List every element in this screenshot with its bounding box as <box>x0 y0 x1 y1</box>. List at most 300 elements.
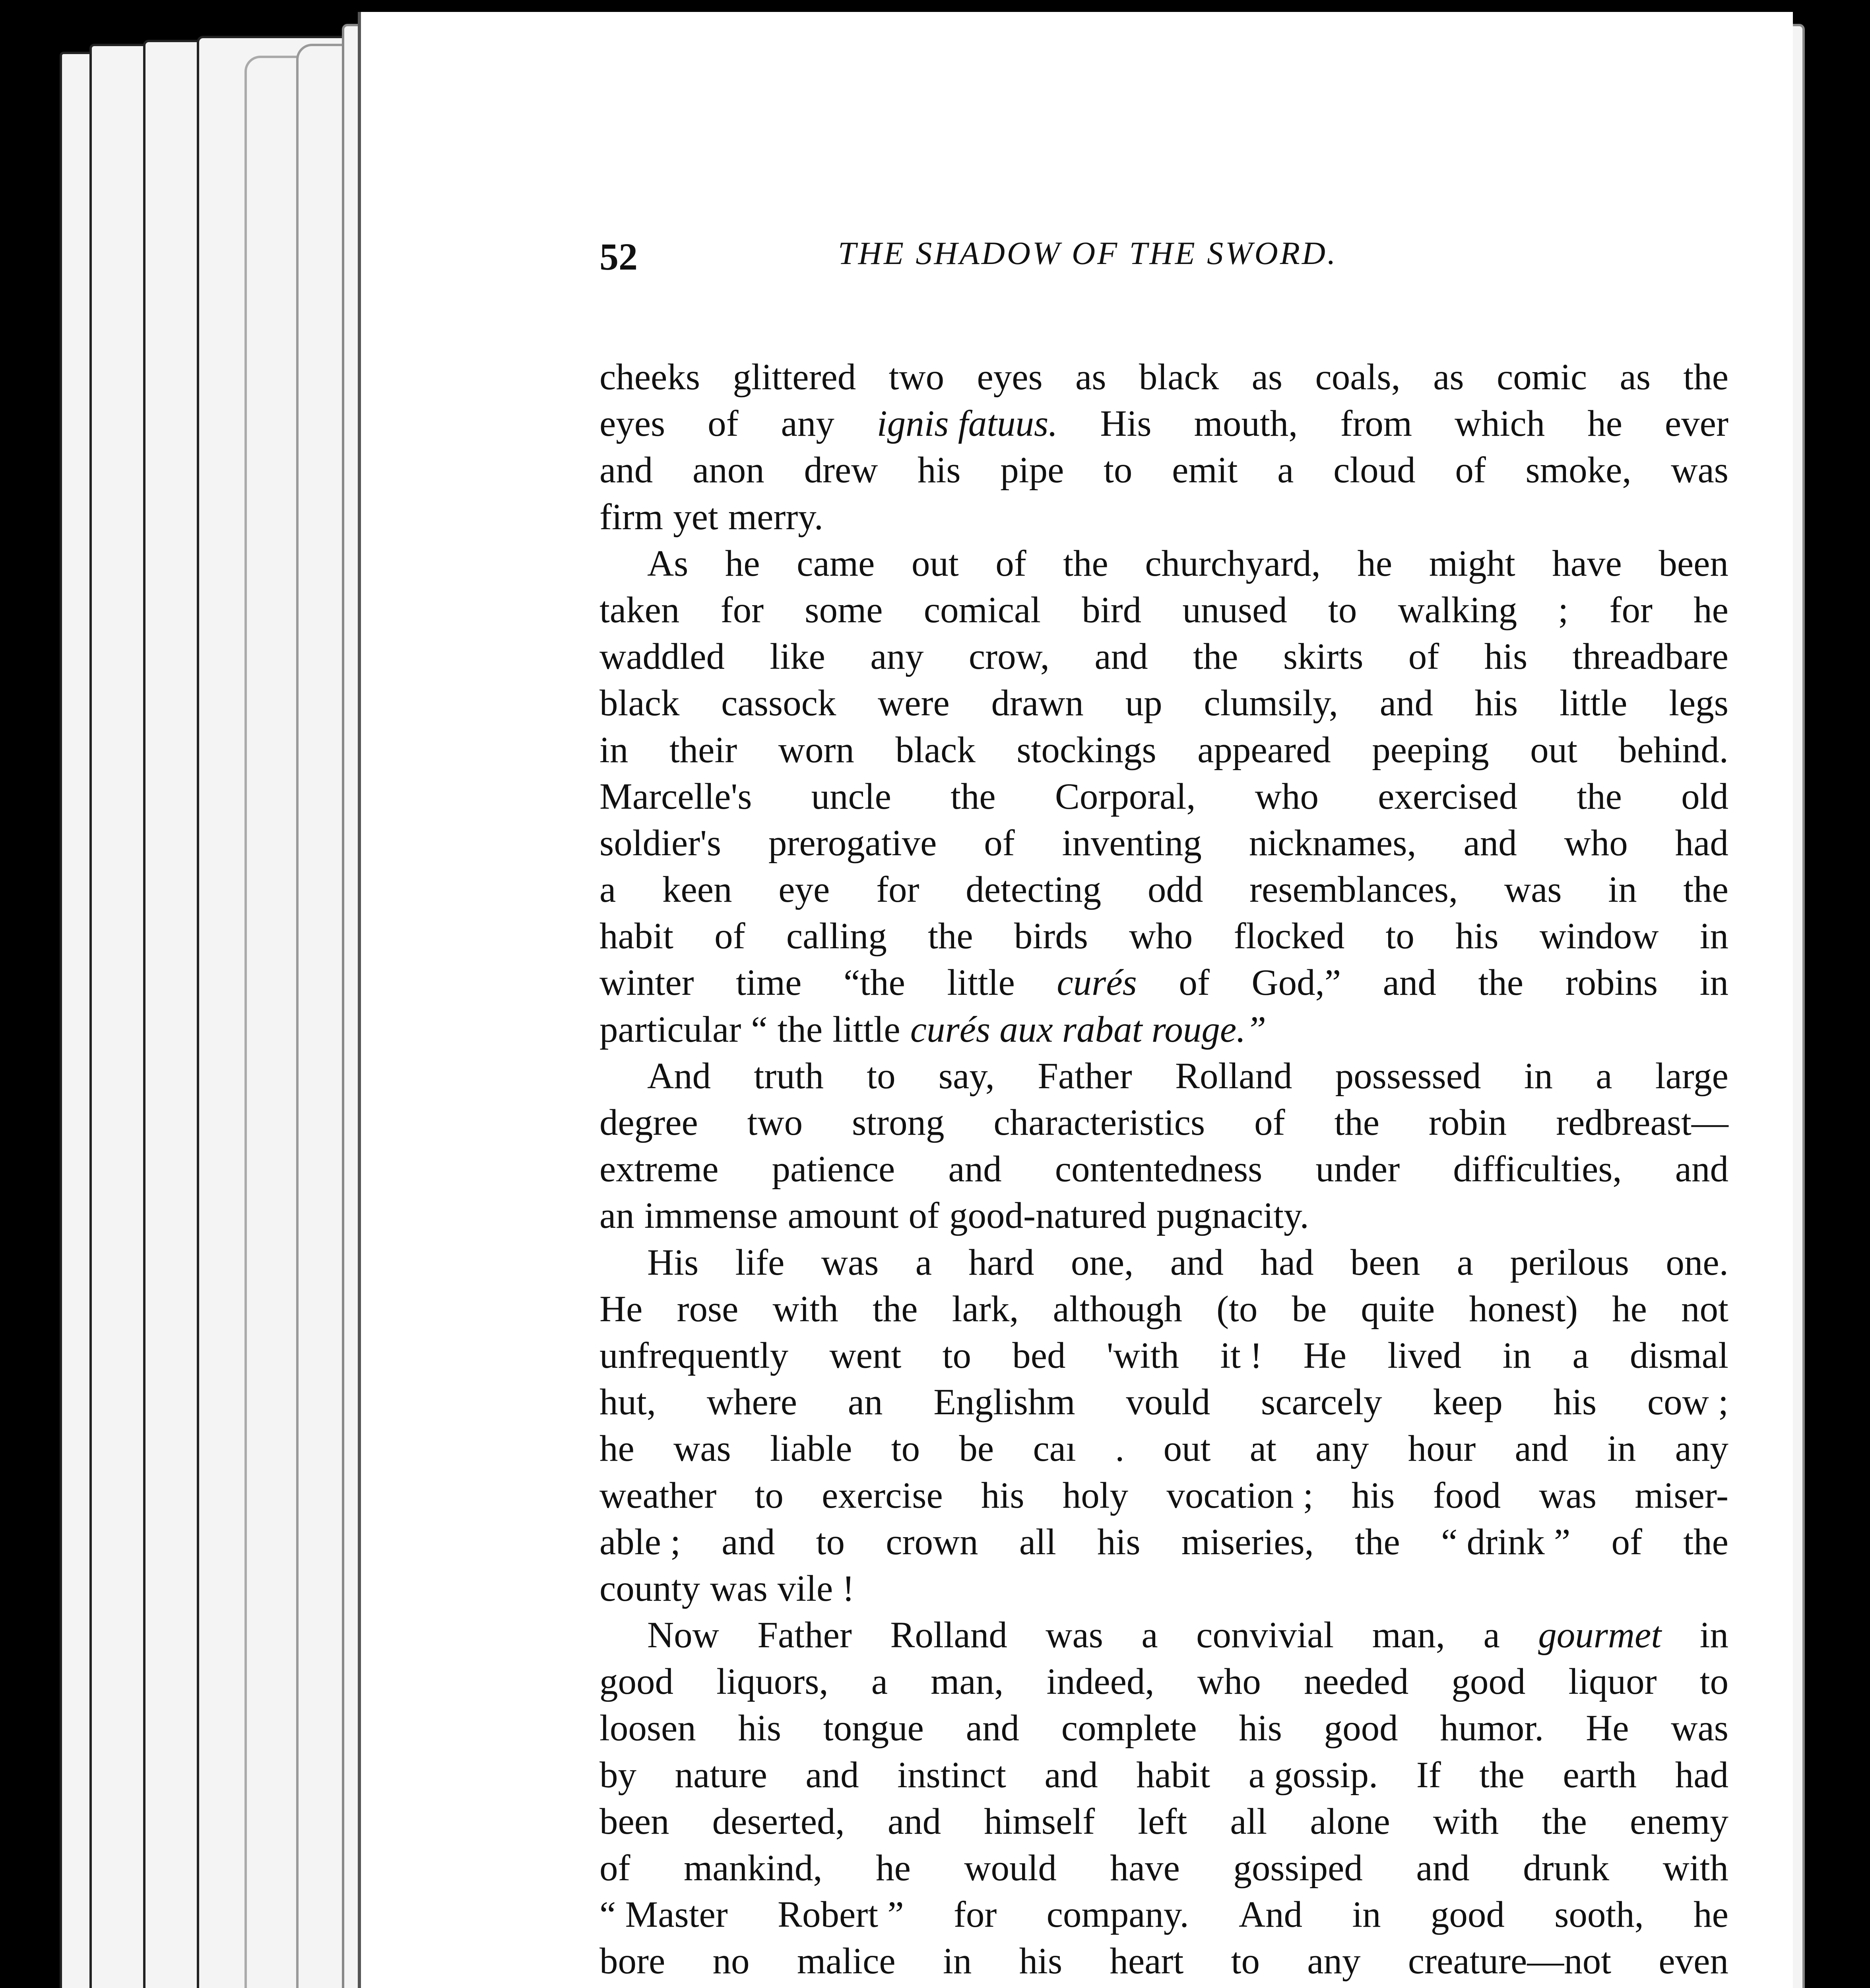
word: God,” <box>1251 962 1341 1004</box>
word: a <box>599 869 616 911</box>
text-line <box>599 400 1728 447</box>
word: time <box>736 962 802 1004</box>
word: was <box>710 1568 768 1609</box>
text-line <box>599 959 1728 1006</box>
text-line <box>599 1938 1728 1984</box>
word: prerogative <box>768 822 937 864</box>
text-line <box>599 494 1728 540</box>
word: to <box>1104 450 1133 491</box>
word: of <box>908 1195 939 1237</box>
word: and <box>1094 636 1148 678</box>
word: cassock <box>721 683 836 724</box>
word: ; <box>1558 589 1569 631</box>
word: from <box>1340 403 1412 445</box>
word: out <box>911 543 959 584</box>
word: for <box>720 589 764 631</box>
word: Englishm <box>933 1382 1075 1423</box>
word: If <box>1416 1754 1441 1796</box>
word: company. <box>1046 1894 1189 1936</box>
word: been <box>599 1801 669 1842</box>
word: coals, <box>1315 357 1401 398</box>
word: was <box>821 1242 879 1283</box>
word: he <box>1612 1288 1647 1330</box>
word: unfrequently <box>599 1335 789 1376</box>
word: his <box>1455 916 1499 957</box>
word: peeping <box>1372 729 1489 771</box>
text-line <box>599 1658 1728 1705</box>
word: the <box>1542 1801 1587 1842</box>
word: all <box>1230 1801 1267 1842</box>
text-line <box>599 1425 1728 1472</box>
word: perilous <box>1510 1242 1629 1283</box>
word: patience <box>772 1149 895 1190</box>
word: in <box>1502 1335 1531 1376</box>
word: with <box>1433 1801 1499 1842</box>
text-line <box>599 1985 1728 1988</box>
word: miser- <box>1635 1475 1728 1516</box>
text-line <box>599 1146 1728 1192</box>
word: particular <box>599 1009 741 1050</box>
word: good <box>599 1661 673 1703</box>
word: not <box>1681 1288 1728 1330</box>
word: was <box>1539 1475 1597 1516</box>
word: alone <box>1310 1801 1390 1842</box>
word: drew <box>804 450 878 491</box>
word: the <box>928 916 973 957</box>
word: Father <box>1038 1055 1132 1097</box>
word: bird <box>1082 589 1142 631</box>
word: of <box>984 822 1015 864</box>
word: had <box>1260 1242 1314 1283</box>
word: threadbare <box>1572 636 1728 678</box>
word: been <box>1659 543 1728 584</box>
word: Now <box>647 1615 719 1656</box>
word <box>599 1985 728 1988</box>
word: the <box>1478 962 1524 1004</box>
word: robin <box>1428 1102 1507 1143</box>
text-line <box>599 1472 1728 1519</box>
word: exercised <box>1378 776 1518 817</box>
word: his <box>1553 1382 1597 1423</box>
word: of <box>714 916 745 957</box>
word: were <box>878 683 950 724</box>
word: came <box>797 543 875 584</box>
word: curés aux rabat rouge.” <box>910 1009 1267 1050</box>
word: pipe <box>1000 450 1064 491</box>
word: have <box>1110 1848 1180 1889</box>
word: immense <box>644 1195 778 1237</box>
word: behind. <box>1618 729 1728 771</box>
running-title: THE SHADOW OF THE SWORD. <box>838 235 1338 271</box>
word: to <box>816 1521 845 1563</box>
word: his <box>1484 636 1528 678</box>
word: enemy <box>1630 1801 1728 1842</box>
word: soldier's <box>599 822 722 864</box>
word: out <box>1163 1428 1211 1470</box>
page-number: 52 <box>599 235 638 278</box>
word: in <box>943 1941 972 1982</box>
word: amount <box>788 1195 899 1237</box>
word: any <box>1315 1428 1369 1470</box>
text-line <box>599 354 1728 400</box>
word: up <box>1125 683 1162 724</box>
word: keen <box>662 869 732 911</box>
word: went <box>829 1335 902 1376</box>
word: to <box>1385 916 1414 957</box>
text-line <box>599 773 1728 820</box>
word: have <box>1552 543 1622 584</box>
word: and <box>1515 1428 1568 1470</box>
text-line <box>599 540 1728 587</box>
word: of <box>708 403 739 445</box>
word: the <box>1577 776 1622 817</box>
word: some <box>805 589 883 631</box>
text-line <box>599 866 1728 913</box>
word: lived <box>1387 1335 1462 1376</box>
text-line <box>599 1286 1728 1332</box>
word: had <box>1675 822 1728 864</box>
word: earth <box>1563 1754 1637 1796</box>
word: the <box>1334 1102 1380 1143</box>
word: his <box>738 1708 782 1749</box>
word: in <box>1699 962 1728 1004</box>
word: was <box>1504 869 1562 911</box>
word: and <box>805 1754 859 1796</box>
text-line <box>599 820 1728 866</box>
word: of <box>1408 636 1439 678</box>
word: at <box>1249 1428 1276 1470</box>
word: of <box>599 1848 630 1889</box>
word: Robert ” <box>778 1894 904 1936</box>
word: hour <box>1408 1428 1476 1470</box>
word: a <box>1596 1055 1612 1097</box>
word: Marcelle's <box>599 776 752 817</box>
word: complete <box>1061 1708 1197 1749</box>
word: to <box>755 1475 784 1516</box>
word: the <box>1063 543 1108 584</box>
word: He <box>599 1288 643 1330</box>
word: winter <box>599 962 694 1004</box>
word: he <box>725 543 760 584</box>
word: good <box>1324 1708 1398 1749</box>
word: and <box>1379 683 1433 724</box>
word: crown <box>886 1521 978 1563</box>
word: glittered <box>733 357 856 398</box>
word: even <box>1659 1941 1728 1982</box>
word: to <box>942 1335 971 1376</box>
word: good <box>1451 1661 1526 1703</box>
word: comic <box>1496 357 1587 398</box>
word: little <box>1559 683 1628 724</box>
word: two <box>747 1102 803 1143</box>
word: as <box>1075 357 1106 398</box>
text-line <box>599 680 1728 726</box>
word: inventing <box>1062 822 1202 864</box>
word: drunk <box>1523 1848 1610 1889</box>
word: ever <box>1664 403 1728 445</box>
word: their <box>669 729 737 771</box>
word <box>915 1985 1076 1988</box>
text-line <box>599 1053 1728 1099</box>
word: the <box>1683 357 1728 398</box>
word: be <box>959 1428 994 1470</box>
word: he <box>1357 543 1393 584</box>
word: eyes <box>977 357 1043 398</box>
word: the <box>872 1288 918 1330</box>
word: he <box>876 1848 911 1889</box>
word: large <box>1655 1055 1728 1097</box>
word: crow, <box>968 636 1049 678</box>
word: the <box>1355 1521 1400 1563</box>
word: one, <box>1071 1242 1134 1283</box>
word: to <box>1231 1941 1260 1982</box>
word: quite <box>1361 1288 1435 1330</box>
word: it ! <box>1220 1335 1263 1376</box>
text-line <box>599 1891 1728 1938</box>
word: in <box>599 729 629 771</box>
word: merry. <box>728 496 824 538</box>
word: habit <box>599 916 673 957</box>
word: two <box>888 357 945 398</box>
word: a <box>871 1661 888 1703</box>
text-line <box>599 913 1728 959</box>
word: robins <box>1565 962 1658 1004</box>
word: black <box>895 729 976 771</box>
word: man, <box>931 1661 1004 1703</box>
word: window <box>1539 916 1659 957</box>
word: scarcely <box>1261 1382 1382 1423</box>
word: ignis fatuus. <box>877 403 1058 445</box>
word: a <box>1572 1335 1589 1376</box>
word: waddled <box>599 636 725 678</box>
word: a <box>1277 450 1294 491</box>
word: no <box>712 1941 750 1982</box>
word: any <box>1675 1428 1728 1470</box>
word: He <box>1586 1708 1629 1749</box>
word: black <box>599 683 680 724</box>
word: mouth, <box>1194 403 1298 445</box>
word: sooth, <box>1554 1894 1644 1936</box>
word: . <box>1115 1428 1125 1470</box>
word: he <box>599 1428 634 1470</box>
word: emit <box>1172 450 1238 491</box>
word: a <box>1483 1615 1500 1656</box>
word: walking <box>1398 589 1517 631</box>
word: with <box>772 1288 838 1330</box>
word: old <box>1681 776 1728 817</box>
word: extreme <box>599 1149 719 1190</box>
word: heart <box>1110 1941 1184 1982</box>
word: And <box>647 1055 711 1097</box>
book-page <box>358 12 1793 1988</box>
text-line <box>599 1099 1728 1146</box>
word: his <box>918 450 961 491</box>
text-line <box>599 1845 1728 1891</box>
word: Rolland <box>1175 1055 1292 1097</box>
word: lark, <box>952 1288 1019 1330</box>
word: left <box>1138 1801 1187 1842</box>
word: truth <box>754 1055 824 1097</box>
word: vould <box>1126 1382 1210 1423</box>
word: as <box>1620 357 1651 398</box>
word: smoke, <box>1525 450 1631 491</box>
word: gourmet <box>1538 1615 1662 1656</box>
word <box>874 1985 904 1988</box>
word: all <box>1019 1521 1056 1563</box>
word: honest) <box>1469 1288 1578 1330</box>
word: rose <box>677 1288 739 1330</box>
word: 'with <box>1106 1335 1179 1376</box>
word: deserted, <box>712 1801 845 1842</box>
word: gossiped <box>1233 1848 1363 1889</box>
word: possessed <box>1335 1055 1481 1097</box>
word: drawn <box>991 683 1084 724</box>
word: life <box>735 1242 785 1283</box>
word: His <box>1100 403 1152 445</box>
word: say, <box>938 1055 995 1097</box>
word: calling <box>786 916 887 957</box>
word: black <box>1139 357 1219 398</box>
word: he <box>1693 1894 1728 1936</box>
word: as <box>1251 357 1283 398</box>
word: was <box>1671 1708 1728 1749</box>
word: “the <box>843 962 905 1004</box>
word: with <box>1662 1848 1728 1889</box>
word: birds <box>1014 916 1088 957</box>
word: in <box>1699 916 1728 957</box>
word: anon <box>692 450 764 491</box>
word: the <box>1193 636 1238 678</box>
text-line <box>599 447 1728 493</box>
word: like <box>770 636 825 678</box>
word <box>738 1985 864 1988</box>
text-line <box>599 1239 1728 1286</box>
word: and <box>722 1521 775 1563</box>
word: any <box>870 636 924 678</box>
word: of <box>995 543 1026 584</box>
word: who <box>1564 822 1628 864</box>
word: odd <box>1147 869 1203 911</box>
word: pugnacity. <box>1156 1195 1309 1237</box>
word: the <box>1683 1521 1728 1563</box>
text-line <box>599 1332 1728 1379</box>
word: in <box>1352 1894 1381 1936</box>
word: and <box>1383 962 1436 1004</box>
word: his <box>1097 1521 1141 1563</box>
word: dismal <box>1629 1335 1728 1376</box>
word: any <box>781 403 834 445</box>
word: and <box>599 450 653 491</box>
word: worn <box>778 729 854 771</box>
word: creature—not <box>1408 1941 1612 1982</box>
text-line <box>599 1798 1728 1845</box>
word: As <box>647 543 689 584</box>
word: the <box>1479 1754 1525 1796</box>
word: clumsily, <box>1204 683 1338 724</box>
word: the <box>951 776 996 817</box>
text-line <box>599 1519 1728 1565</box>
word: an <box>599 1195 634 1237</box>
text-line <box>599 1705 1728 1751</box>
word: curés <box>1057 962 1137 1004</box>
word: his <box>981 1475 1024 1516</box>
word: exercise <box>822 1475 943 1516</box>
word: legs <box>1669 683 1728 724</box>
word: flocked <box>1234 916 1345 957</box>
word: the <box>777 1009 823 1050</box>
word: in <box>1608 869 1637 911</box>
word: “ drink ” <box>1441 1521 1571 1563</box>
word: holy <box>1062 1475 1129 1516</box>
word: he <box>1693 589 1728 631</box>
word: nature <box>675 1754 767 1796</box>
text-line <box>599 587 1728 633</box>
word: would <box>964 1848 1057 1889</box>
word: in <box>1524 1055 1553 1097</box>
word: his <box>1351 1475 1395 1516</box>
word: under <box>1315 1149 1400 1190</box>
word: was <box>673 1428 731 1470</box>
word: needed <box>1304 1661 1409 1703</box>
word: for <box>1609 589 1653 631</box>
word: his <box>1474 683 1518 724</box>
word: who <box>1129 916 1193 957</box>
word: Rolland <box>890 1615 1007 1656</box>
word: who <box>1255 776 1319 817</box>
word: uncle <box>811 776 891 817</box>
word: any <box>1307 1941 1361 1982</box>
word: stockings <box>1016 729 1156 771</box>
word: indeed, <box>1046 1661 1154 1703</box>
word: a <box>915 1242 932 1283</box>
word: by <box>599 1754 636 1796</box>
word: tongue <box>823 1708 924 1749</box>
word: one. <box>1666 1242 1728 1283</box>
word: hard <box>968 1242 1034 1283</box>
word: And <box>1238 1894 1303 1936</box>
word: appeared <box>1197 729 1331 771</box>
word: as <box>1433 357 1464 398</box>
text-line <box>599 1612 1728 1658</box>
text-line <box>599 727 1728 773</box>
word: liable <box>770 1428 852 1470</box>
word: for <box>953 1894 997 1936</box>
word: and <box>1416 1848 1470 1889</box>
word: in <box>1607 1428 1636 1470</box>
word: convivial <box>1196 1615 1334 1656</box>
word: a <box>1141 1615 1158 1656</box>
word: vile ! <box>777 1568 855 1609</box>
word: in <box>1699 1615 1728 1656</box>
word: and <box>948 1149 1002 1190</box>
word: where <box>706 1382 797 1423</box>
word: (to <box>1216 1288 1258 1330</box>
word: comical <box>923 589 1041 631</box>
word: man, <box>1372 1615 1445 1656</box>
word: and <box>966 1708 1019 1749</box>
word: churchyard, <box>1145 543 1321 584</box>
word: contentedness <box>1055 1149 1263 1190</box>
word: eyes <box>599 403 665 445</box>
text-line <box>599 1565 1728 1612</box>
word: the <box>1683 869 1728 911</box>
word: bore <box>599 1941 665 1982</box>
word: loosen <box>599 1708 696 1749</box>
word: vocation ; <box>1166 1475 1313 1516</box>
word: taken <box>599 589 680 631</box>
word: His <box>647 1242 699 1283</box>
word: skirts <box>1283 636 1364 678</box>
